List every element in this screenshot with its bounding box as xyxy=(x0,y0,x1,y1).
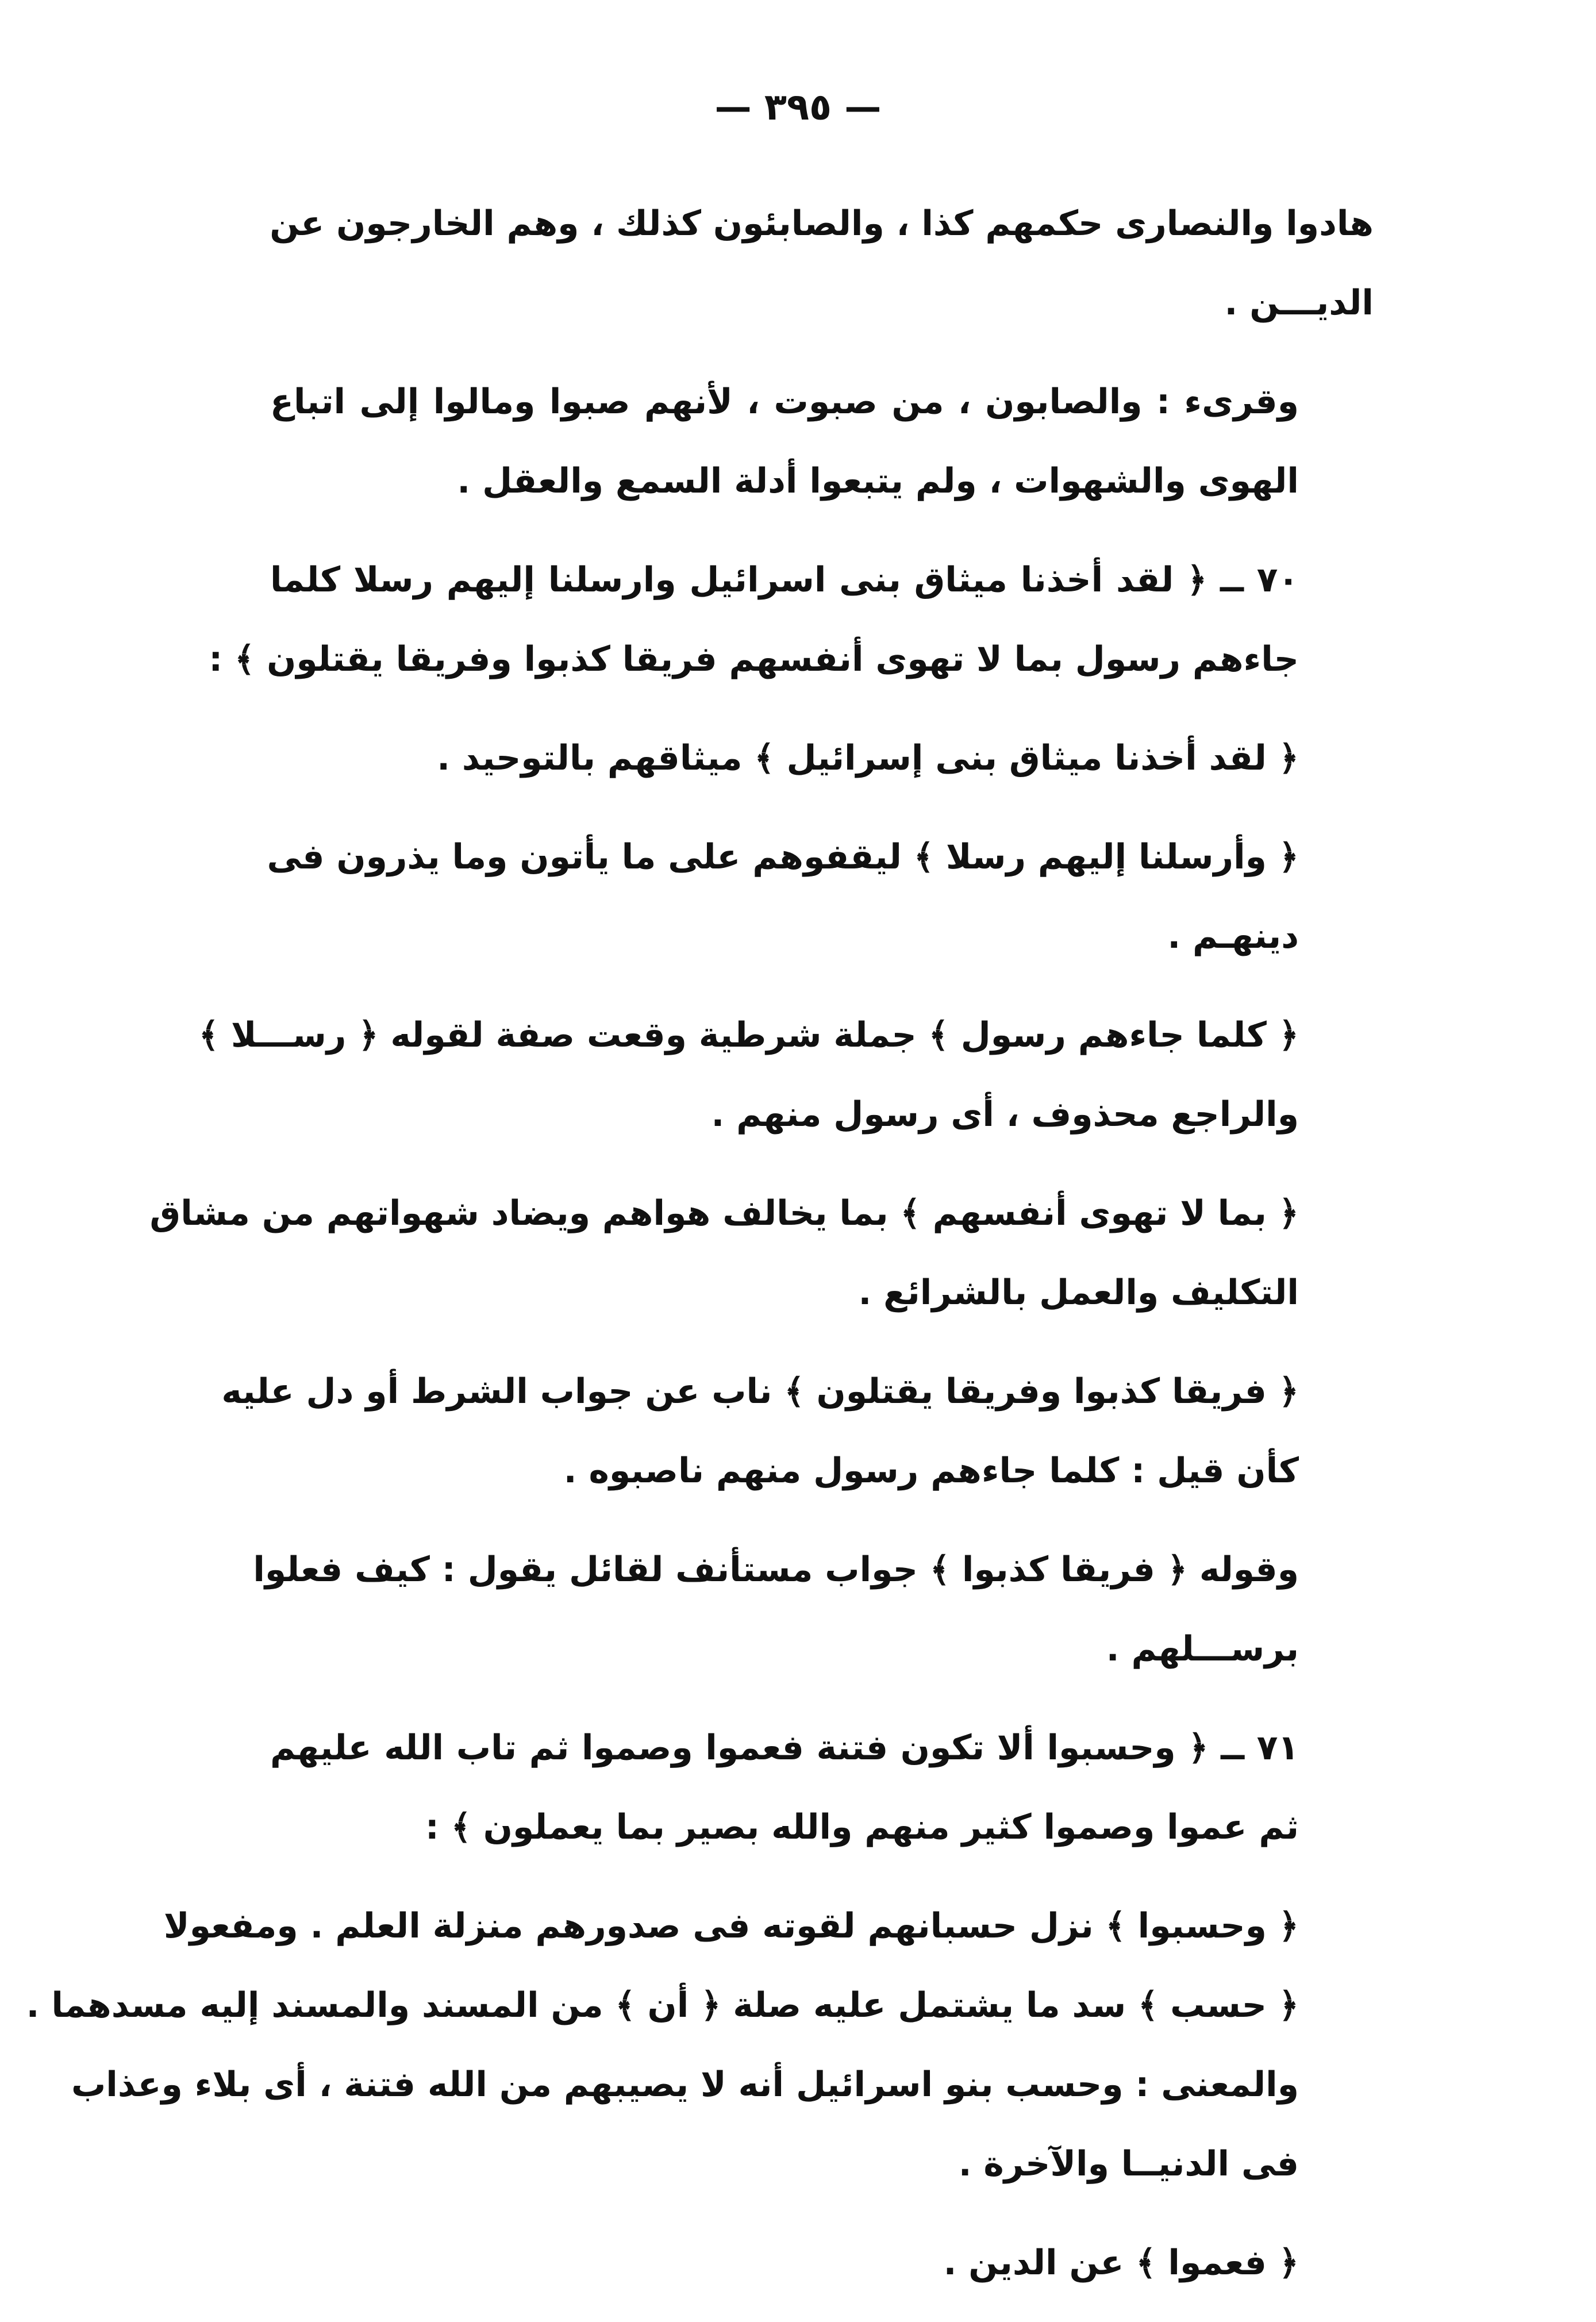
page-number: — ٣٩٥ — xyxy=(714,86,882,129)
text-line: ٧٠ ــ ﴿ لقد أخذنا ميثاق بنى اسرائيل وارسلنا إليهم رسلا كلما xyxy=(270,560,1299,600)
text-line: الديـــن . xyxy=(1224,283,1374,323)
paragraph xyxy=(26,1886,1374,2204)
text-line: ثم عموا وصموا كثير منهم والله بصير بما يعملون ﴾ : xyxy=(425,1807,1299,1847)
text-line: الهوى والشهوات ، ولم يتبعوا أدلة السمع والعقل . xyxy=(457,461,1299,501)
text-line: ﴿ وحسبوا ﴾ نزل حسبانهم لقوته فى صدورهم منزلة العلم . ومفعولا xyxy=(163,1906,1299,1946)
text-line: ﴿ فعموا ﴾ عن الدين . xyxy=(943,2243,1299,2283)
text-line: ﴿ وأرسلنا إليهم رسلا ﴾ ليقفوهم على ما يأتون وما يذرون فى xyxy=(267,837,1299,877)
text-line: هادوا والنصارى حكمهم كذا ، والصابئون كذلك ، وهم الخارجون عن xyxy=(270,203,1374,244)
paragraph xyxy=(149,1174,1374,1332)
paragraph xyxy=(198,995,1374,1154)
paragraph xyxy=(270,184,1374,343)
paragraph xyxy=(270,2223,1374,2302)
paragraph xyxy=(270,1708,1374,1867)
text-line: والمعنى : وحسب بنو اسرائيل أنه لا يصيبهم من الله فتنة ، أى بلاء وعذاب xyxy=(71,2065,1299,2105)
text-line: جاءهم رسول بما لا تهوى أنفسهم فريقا كذبوا وفريقا يقتلون ﴾ : xyxy=(209,639,1299,679)
text-line: ﴿ لقد أخذنا ميثاق بنى إسرائيل ﴾ ميثاقهم بالتوحيد . xyxy=(437,738,1299,778)
text-line: فى الدنيــا والآخرة . xyxy=(958,2144,1299,2184)
text-line: كأن قيل : كلما جاءهم رسول منهم ناصبوه . xyxy=(563,1451,1299,1491)
paragraph xyxy=(209,540,1374,699)
paragraph xyxy=(221,1352,1374,1510)
paragraph xyxy=(253,1530,1374,1689)
page-body-text xyxy=(26,184,1374,2322)
text-line: والراجع محذوف ، أى رسول منهم . xyxy=(711,1094,1299,1135)
text-line: برســـلهم . xyxy=(1106,1629,1299,1669)
text-line: وقرىء : والصابون ، من صبوت ، لأنهم صبوا ومالوا إلى اتباع xyxy=(270,382,1299,422)
text-line: وقوله ﴿ فريقا كذبوا ﴾ جواب مستأنف لقائل يقول : كيف فعلوا xyxy=(253,1550,1299,1590)
text-line: ﴿ فريقا كذبوا وفريقا يقتلون ﴾ ناب عن جواب الشرط أو دل عليه xyxy=(221,1371,1299,1412)
text-line: ﴿ كلما جاءهم رسول ﴾ جملة شرطية وقعت صفة لقوله ﴿ رســـلا ﴾ xyxy=(198,1015,1299,1055)
paragraph xyxy=(267,817,1374,976)
text-line: دينهـم . xyxy=(1167,916,1299,956)
text-line: التكليف والعمل بالشرائع . xyxy=(858,1273,1299,1313)
paragraph xyxy=(270,718,1374,798)
text-line: ﴿ حسب ﴾ سد ما يشتمل عليه صلة ﴿ أن ﴾ من المسند والمسند إليه مسدهما . xyxy=(26,1985,1299,2025)
paragraph xyxy=(270,362,1374,521)
text-line: ٧١ ــ ﴿ وحسبوا ألا تكون فتنة فعموا وصموا ثم تاب الله عليهم xyxy=(270,1728,1299,1768)
text-line: ﴿ بما لا تهوى أنفسهم ﴾ بما يخالف هواهم ويضاد شهواتهم من مشاق xyxy=(149,1193,1299,1233)
